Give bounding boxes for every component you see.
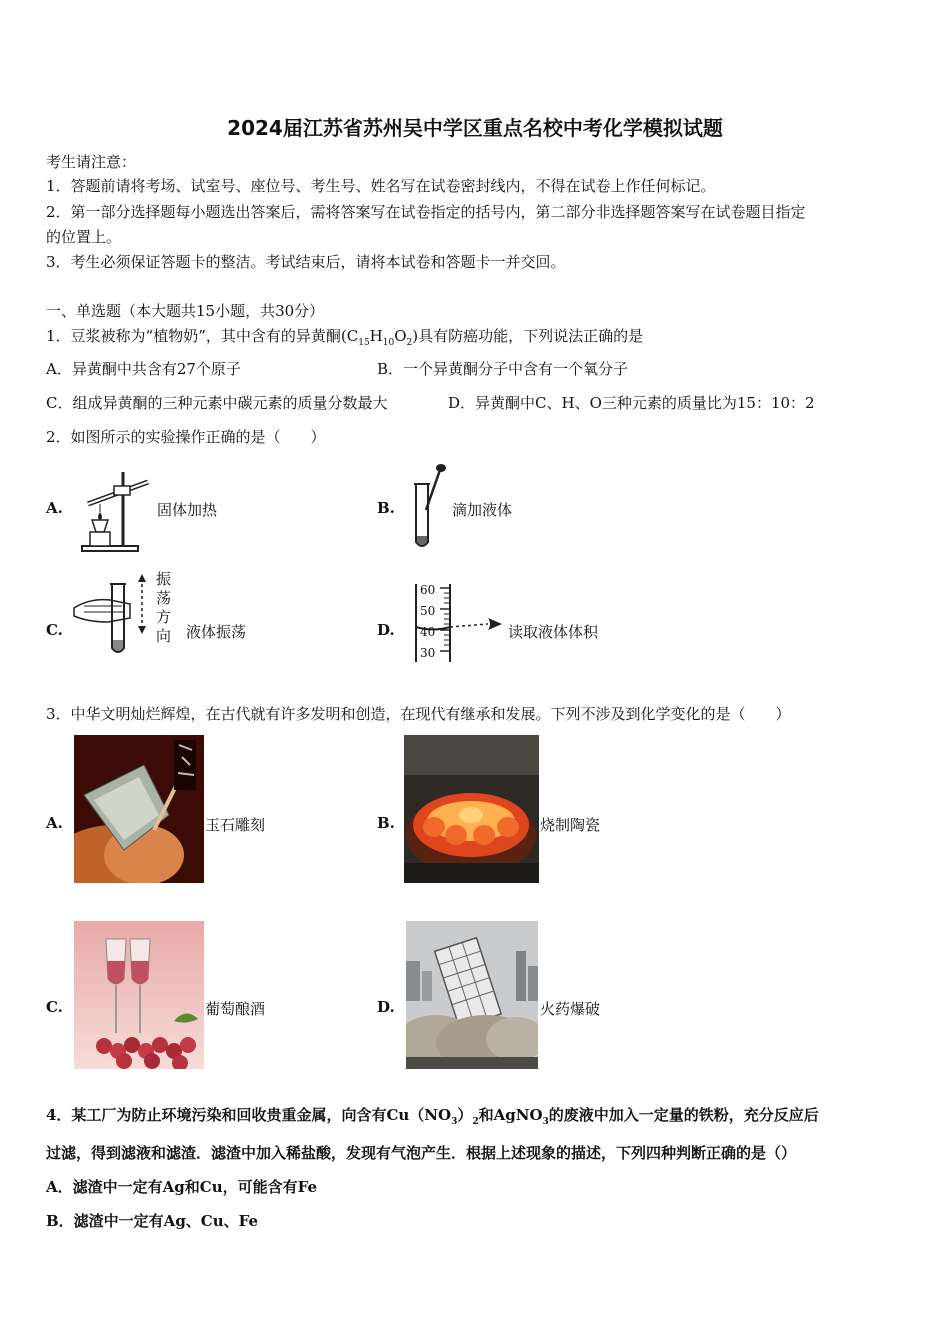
q3-a-label: A. [46,814,63,832]
q4-option-a: A．滤渣中一定有Ag和Cu，可能含有Fe [46,1178,317,1196]
q3-d-text: 火药爆破 [540,1000,601,1018]
q2-b-text: 滴加液体 [452,501,513,519]
ceramic-firing-photo [404,735,539,883]
q4-line-1-b: 和AgNO [478,1106,543,1124]
shake-char-3: 方 [156,608,172,626]
q2-d-text: 读取液体体积 [508,623,599,641]
q1-o: O [394,327,407,345]
shake-char-2: 荡 [156,589,172,607]
q4-line-2: 过滤，得到滤液和滤渣．滤渣中加入稀盐酸，发现有气泡产生．根据上述现象的描述，下列四种判断正确的是（） [46,1144,797,1162]
page-title: 2024届江苏省苏州吴中学区重点名校中考化学模拟试题 [227,116,723,140]
q3-a-text: 玉石雕刻 [205,816,266,834]
q1-option-b: B．一个异黄酮分子中含有一个氧分子 [377,360,629,378]
jade-carving-photo [74,735,204,883]
q4-line-1 [46,1105,819,1132]
section-heading: 一、单选题（本大题共15小题，共30分） [46,302,325,320]
solid-heating-illustration [78,462,153,554]
q3-c-label: C. [46,998,63,1016]
notice-item-2: 2．第一部分选择题每小题选出答案后，需将答案写在试卷指定的括号内，第二部分非选择题答案写在试卷题目指定 [46,203,806,221]
notice-item-1: 1．答题前请将考场、试室号、座位号、考生号、姓名写在试卷密封线内，不得在试卷上作任何标记。 [46,177,716,195]
demolition-photo [406,921,538,1069]
scale-60: 60 [420,583,436,597]
q1-sub15: 15 [358,338,370,348]
notice-item-3: 3．考生必须保证答题卡的整洁。考试结束后，请将本试卷和答题卡一并交回。 [46,253,566,271]
wine-making-photo [74,921,204,1069]
q3-b-label: B. [377,814,395,832]
q2-c-text: 液体振荡 [186,623,247,641]
q1-sub2: 2 [406,338,413,348]
q1-h: H [369,327,383,345]
q3-d-label: D. [377,998,395,1016]
shake-char-4: 向 [156,627,172,645]
cylinder-scale [420,580,444,664]
q2-a-text: 固体加热 [157,501,218,519]
q2-a-label: A. [46,499,63,517]
q2-stem: 2．如图所示的实验操作正确的是（ ） [46,428,326,446]
scale-50: 50 [420,604,436,618]
dropper-illustration [408,462,448,552]
scale-40: 40 [420,625,436,639]
shake-direction-label [156,570,176,646]
q4-sub2: 2 [472,1117,479,1127]
q3-stem: 3．中华文明灿烂辉煌，在古代就有许多发明和创造，在现代有继承和发展。下列不涉及到化学变化的是（ ） [46,705,791,723]
shake-char-1: 振 [156,570,172,588]
q1-option-d: D．异黄酮中C、H、O三种元素的质量比为15：10：2 [448,394,815,412]
q4-line-1-a: 4．某工厂为防止环境污染和回收贵重金属，向含有Cu（NO [46,1106,452,1124]
q2-d-label: D. [377,621,395,639]
q1-option-c: C．组成异黄酮的三种元素中碳元素的质量分数最大 [46,394,388,412]
q4-option-b: B．滤渣中一定有Ag、Cu、Fe [46,1212,259,1230]
q2-b-label: B. [377,499,395,517]
q4-sub3a: 3 [451,1117,458,1127]
q1-stem-b: )具有防癌功能，下列说法正确的是 [412,327,644,345]
q4-paren: ） [457,1106,473,1124]
q1-option-a: A．异黄酮中共含有27个原子 [46,360,241,378]
q3-b-text: 烧制陶瓷 [540,816,601,834]
notice-heading: 考生请注意： [46,153,137,171]
q2-c-label: C. [46,621,63,639]
q4-sub3b: 3 [542,1117,549,1127]
scale-30: 30 [420,646,436,660]
q1-sub10: 10 [382,338,395,348]
q1-stem-a: 1．豆浆被称为“植物奶”，其中含有的异黄酮(C [46,327,359,345]
q4-line-1-c: 的废液中加入一定量的铁粉，充分反应后 [548,1106,819,1124]
q1-stem [46,326,643,353]
q3-c-text: 葡萄酿酒 [205,1000,266,1018]
notice-item-2-cont: 的位置上。 [46,228,122,246]
